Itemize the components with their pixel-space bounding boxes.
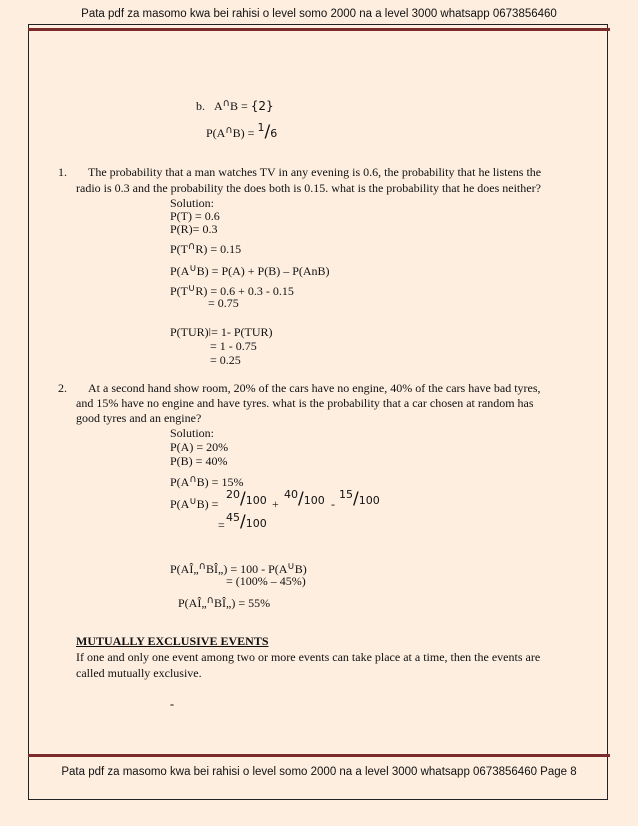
union-symbol: ∪ xyxy=(189,263,197,274)
q1-line: P(R)= 0.3 xyxy=(170,222,218,236)
part-b-line2: P(A∩B) = 1/6 xyxy=(206,121,278,142)
footer-rule xyxy=(28,754,610,757)
q1-line: = 0.75 xyxy=(208,296,239,310)
q1-line: P(T∩R) = 0.15 xyxy=(170,241,242,256)
q2-text-line2: and 15% have no engine and have tyres. what is the probability that a car chosen at random has xyxy=(76,396,534,410)
q1-line: P(T) = 0.6 xyxy=(170,209,220,223)
q2-text-line1: At a second hand show room, 20% of the cars have no engine, 40% of the cars have bad tyres, xyxy=(88,381,541,395)
header-rule xyxy=(28,28,610,31)
q1-line: = 1 - 0.75 xyxy=(210,339,257,353)
minus-sign: - xyxy=(331,497,335,511)
q2-line: P(A∪B) = xyxy=(170,496,219,511)
q2-line: P(A∩B) = 15% xyxy=(170,474,244,489)
mutually-exclusive-text-line2: called mutually exclusive. xyxy=(76,666,202,680)
q1-text-line1: The probability that a man watches TV in any evening is 0.6, the probability that he listens the xyxy=(88,165,542,179)
q2-text-line3: good tyres and an engine? xyxy=(76,411,202,425)
part-b-line1: b. A∩B = {2} xyxy=(196,98,274,113)
q2-solution-label: Solution: xyxy=(170,426,215,440)
q2-line: = (100% – 45%) xyxy=(226,574,306,588)
equals-sign: = xyxy=(218,518,225,532)
fraction-15-100: 15/100 xyxy=(339,488,380,509)
plus-sign: + xyxy=(272,497,279,511)
q1-number: 1. xyxy=(58,165,67,179)
q1-text-line2: radio is 0.3 and the probability the does both is 0.15. what is the probability that he does neither? xyxy=(76,181,541,195)
q1-line: = 0.25 xyxy=(210,353,241,367)
q1-line: P(A∪B) = P(A) + P(B) – P(AnB) xyxy=(170,263,330,278)
intersect-symbol: ∩ xyxy=(222,98,230,109)
section-heading: MUTUALLY EXCLUSIVE EVENTS xyxy=(76,634,269,648)
q2-line: P(B) = 40% xyxy=(170,454,228,468)
q1-solution-label: Solution: xyxy=(170,196,215,210)
q2-line: P(AÎ„∩BÎ„) = 55% xyxy=(178,595,271,610)
q2-line: P(AÎ„∩BÎ„) = 100 - P(A∪B) xyxy=(170,561,307,576)
q1-line: P(TUR)ǀ= 1- P(TUR) xyxy=(170,325,273,339)
fraction-40-100: 40/100 xyxy=(284,488,325,509)
mutually-exclusive-text-line1: If one and only one event among two or more events can take place at a time, then the events are xyxy=(76,650,541,664)
fraction-45-100: 45/100 xyxy=(226,511,267,532)
q2-line: P(A) = 20% xyxy=(170,440,229,454)
page-footer: Pata pdf za masomo kwa bei rahisi o level somo 2000 na a level 3000 whatsapp 0673856460 Page 8 xyxy=(61,766,577,778)
q1-line: P(T∪R) = 0.6 + 0.3 - 0.15 xyxy=(170,283,294,298)
fraction-20-100: 20/100 xyxy=(226,488,267,509)
dash-mark: - xyxy=(170,697,174,711)
page-header: Pata pdf za masomo kwa bei rahisi o level somo 2000 na a level 3000 whatsapp 0673856460 xyxy=(81,8,557,20)
q2-number: 2. xyxy=(58,381,67,395)
